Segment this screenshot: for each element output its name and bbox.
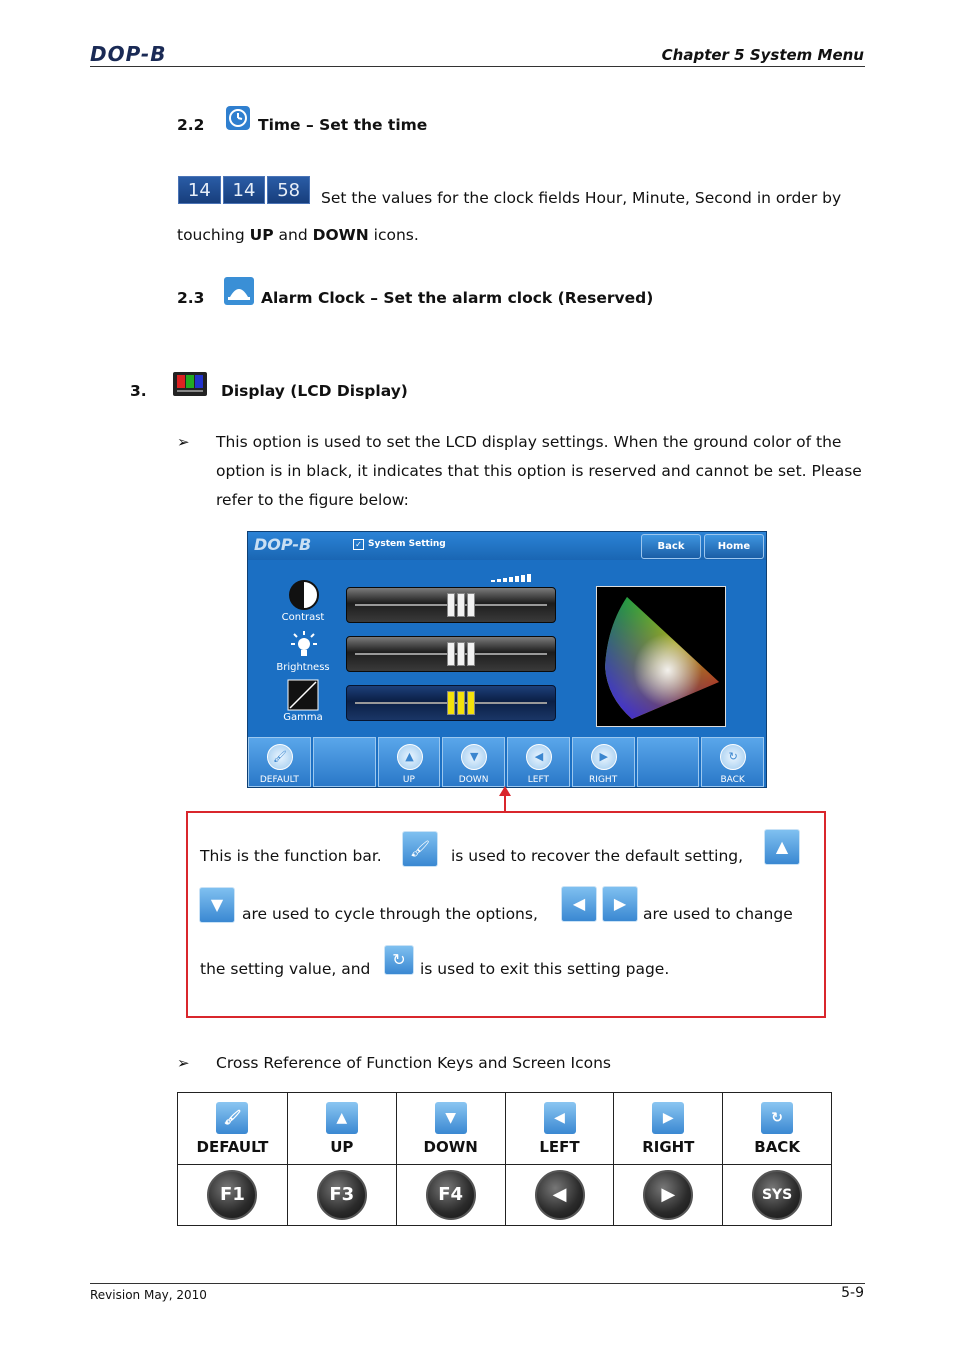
back-icon: ↻ [761,1102,793,1134]
up-icon: ▲ [326,1102,358,1134]
left-key-icon: ◀ [535,1170,585,1220]
cross-reference-table [177,1092,832,1226]
left-icon: ◀ [544,1102,576,1134]
checkbox-icon: ✓ [353,539,364,550]
fkey-default[interactable] [248,737,311,787]
brightness-label: Brightness [276,662,330,673]
gamma-thumb[interactable] [447,691,475,715]
cell-default: 🖌 DEFAULT [178,1093,288,1165]
clock-fields [178,176,312,204]
lcd-display-icon [173,372,207,400]
callout-text-4: are used to change [643,905,793,923]
level-indicator [491,574,531,582]
page-number: 5-9 [841,1285,864,1301]
time-desc-line1: Set the values for the clock fields Hour, Minute, Second in order by [321,189,842,207]
brightness-thumb[interactable] [447,642,475,666]
cell-up: ▲ UP [287,1093,396,1165]
callout-text-6: is used to exit this setting page. [420,960,670,978]
section-3-title: Display (LCD Display) [221,382,408,400]
fkey-down[interactable] [442,737,505,787]
display-bullet-text: This option is used to set the LCD display settings. When the ground color of the option is in black, it indicates that this option is reserved and cannot be set. Please refer to the figure below: [216,433,862,509]
time-desc-line2: touching UP and DOWN icons. [177,226,419,244]
cell-left: ◀ LEFT [505,1093,614,1165]
chapter-title: Chapter 5 System Menu [661,46,864,64]
back-icon: ↻ [720,744,746,770]
f1-key-icon: F1 [207,1170,257,1220]
callout-text-1: This is the function bar. [200,847,382,865]
fkey-left[interactable] [507,737,570,787]
cross-ref-title: Cross Reference of Function Keys and Screen Icons [216,1054,612,1072]
up-icon: ▲ [397,744,423,770]
cell-down: ▼ DOWN [396,1093,505,1165]
section-2-3-title: Alarm Clock – Set the alarm clock (Reserved) [261,289,654,307]
screen-header [248,532,766,560]
contrast-thumb[interactable] [447,593,475,617]
section-2-2-title: Time – Set the time [258,116,428,134]
section-2-2-number: 2.2 [177,116,205,134]
left-icon: ◀ [561,886,597,922]
revision-date: Revision May, 2010 [90,1288,207,1302]
display-setting-screenshot [247,531,767,788]
callout-text-5: the setting value, and [200,960,371,978]
down-icon: ▼ [461,744,487,770]
left-icon: ◀ [526,744,552,770]
fkey-label: LEFT [527,775,549,785]
fkey-empty [313,737,376,787]
gamma-icon [287,679,319,715]
screen-title: System Setting [368,539,446,549]
brightness-slider[interactable] [346,636,556,672]
fkey-back[interactable] [701,737,764,787]
back-label: Back [657,541,685,552]
alarm-bell-icon [224,277,254,309]
right-key-icon: ▶ [643,1170,693,1220]
fkey-empty [637,737,700,787]
f3-key-icon: F3 [317,1170,367,1220]
down-icon: ▼ [199,887,235,923]
contrast-label: Contrast [281,612,325,623]
bullet-arrow: ➢ [177,433,190,451]
fkey-label: UP [402,775,415,785]
cell-right: ▶ RIGHT [614,1093,723,1165]
down-icon: ▼ [435,1102,467,1134]
contrast-slider[interactable] [346,587,556,623]
right-icon: ▶ [602,886,638,922]
clock-icon [225,105,251,135]
brightness-icon [288,630,320,666]
minute-field: 14 [223,176,266,204]
default-brush-icon: 🖌 [216,1102,248,1134]
up-icon: ▲ [764,829,800,865]
section-2-3-number: 2.3 [177,289,205,307]
function-bar [248,737,766,787]
color-gamut-chart [596,586,726,727]
fkey-label: DOWN [458,775,489,785]
sys-key-icon: SYS [752,1170,802,1220]
gamma-slider[interactable] [346,685,556,721]
callout-text-2: is used to recover the default setting, [451,847,744,865]
fkey-label: BACK [720,775,745,785]
default-brush-icon: 🖌 [402,831,438,867]
callout-text-3: are used to cycle through the options, [242,905,538,923]
contrast-icon [288,579,320,615]
fkey-label: RIGHT [589,775,618,785]
screen-logo: DOP-B [254,535,312,554]
back-button[interactable] [641,534,701,559]
table-row [178,1093,832,1165]
gamma-label: Gamma [283,712,323,723]
right-icon: ▶ [652,1102,684,1134]
fkey-label: DEFAULT [259,775,299,785]
second-field: 58 [267,176,310,204]
default-icon: 🖌 [267,744,293,770]
cell-back: ↻ BACK [723,1093,832,1165]
bullet-arrow-2: ➢ [177,1054,190,1072]
doc-logo: DOP-B [90,42,167,66]
f4-key-icon: F4 [426,1170,476,1220]
right-icon: ▶ [591,744,617,770]
home-button[interactable] [704,534,764,559]
hour-field: 14 [178,176,221,204]
section-3-number: 3. [130,382,147,400]
back-icon: ↻ [384,945,414,975]
fkey-right[interactable] [572,737,635,787]
header-rule [90,66,865,67]
table-row [178,1165,832,1226]
footer-rule [90,1283,865,1284]
fkey-up[interactable] [378,737,441,787]
home-label: Home [717,541,751,552]
